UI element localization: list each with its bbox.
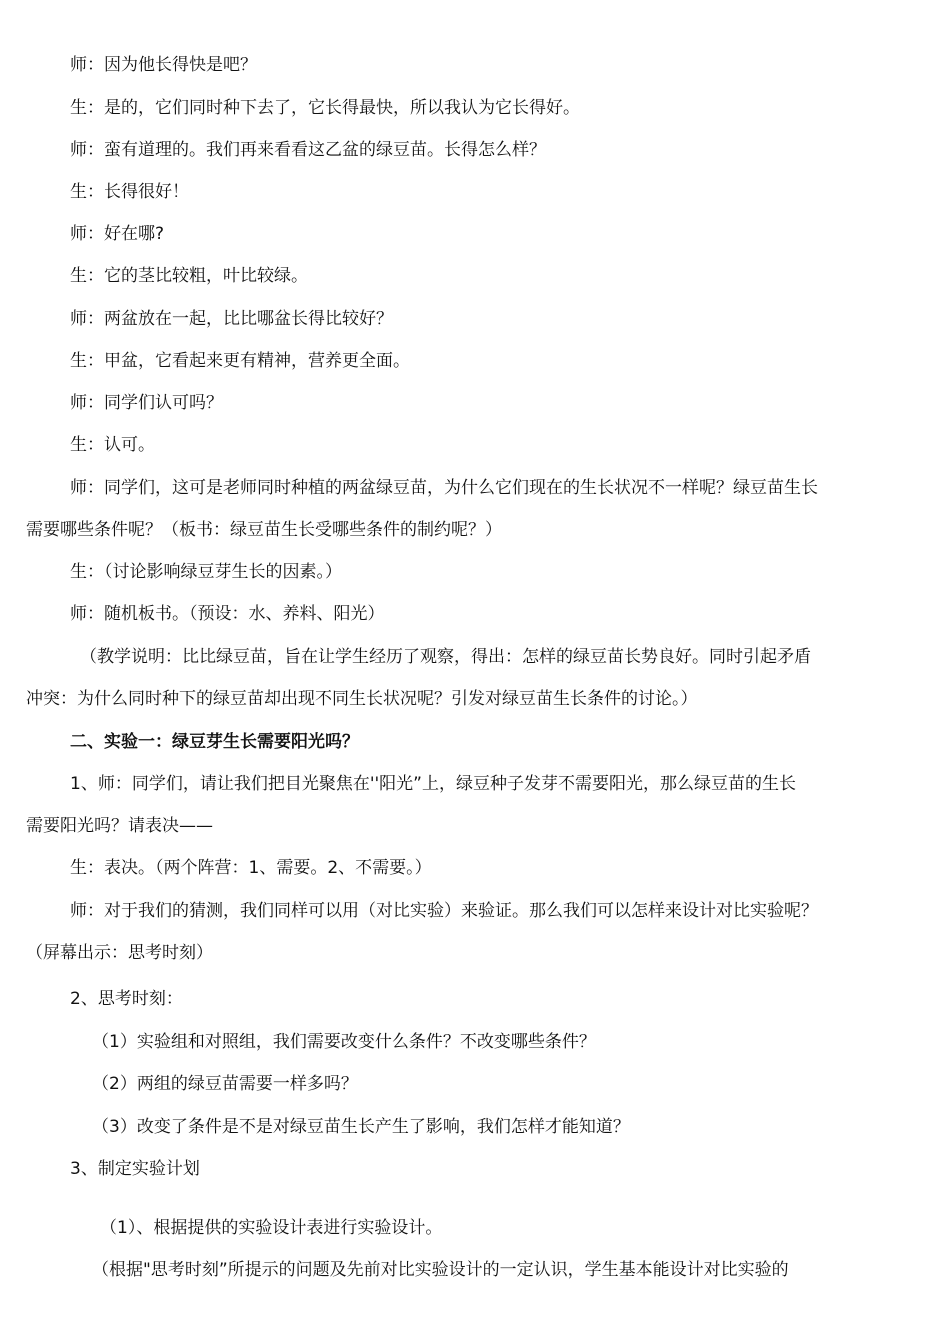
subsection-heading: 2、思考时刻：: [70, 989, 183, 1009]
text-line: 生：是的，它们同时种下去了，它长得最快，所以我认为它长得好。: [70, 98, 580, 118]
text-line: 生：认可。: [70, 435, 155, 455]
text-line: 需要哪些条件呢？（板书：绿豆苗生长受哪些条件的制约呢？）: [26, 520, 502, 540]
text-line: 生：它的茎比较粗，叶比较绿。: [70, 266, 308, 286]
note-line: （教学说明：比比绿豆苗，旨在让学生经历了观察，得出：怎样的绿豆苗长势良好。同时引起矛盾: [80, 647, 811, 667]
text-line: 师：同学们，这可是老师同时种植的两盆绿豆苗，为什么它们现在的生长状况不一样呢？绿豆苗生长: [70, 478, 818, 498]
text-line: 生：（讨论影响绿豆芽生长的因素。）: [70, 562, 342, 582]
note-line: （根据"思考时刻”所提示的问题及先前对比实验设计的一定认识，学生基本能设计对比实验的: [92, 1260, 789, 1280]
text-line: 生：甲盆，它看起来更有精神，营养更全面。: [70, 351, 410, 371]
note-line: 冲突：为什么同时种下的绿豆苗却出现不同生长状况呢？引发对绿豆苗生长条件的讨论。）: [26, 689, 698, 709]
section-heading: 二、实验一：绿豆芽生长需要阳光吗？: [70, 732, 359, 752]
text-line: 师：蛮有道理的。我们再来看看这乙盆的绿豆苗。长得怎么样？: [70, 140, 546, 160]
text-line: 1、师：同学们，请让我们把目光聚焦在''阳光”上，绿豆种子发芽不需要阳光，那么绿豆苗的生长: [70, 774, 796, 794]
question-item: （3）改变了条件是不是对绿豆苗生长产生了影响，我们怎样才能知道？: [92, 1117, 630, 1137]
text-line: （屏幕出示：思考时刻）: [26, 943, 213, 963]
text-line: 师：两盆放在一起，比比哪盆长得比较好？: [70, 309, 393, 329]
text-line: （1）、根据提供的实验设计表进行实验设计。: [100, 1218, 443, 1238]
text-line: 师：因为他长得快是吧？: [70, 55, 257, 75]
text-line: 需要阳光吗？请表决——: [26, 816, 213, 836]
subsection-heading: 3、制定实验计划: [70, 1159, 200, 1179]
text-line: 师：对于我们的猜测，我们同样可以用（对比实验）来验证。那么我们可以怎样来设计对比实验呢？: [70, 901, 818, 921]
question-item: （1）实验组和对照组，我们需要改变什么条件？不改变哪些条件？: [92, 1032, 596, 1052]
text-line: 师：好在哪?: [70, 224, 165, 244]
text-line: 师：随机板书。（预设：水、养料、阳光）: [70, 604, 385, 624]
question-item: （2）两组的绿豆苗需要一样多吗？: [92, 1074, 358, 1094]
text-line: 师：同学们认可吗？: [70, 393, 223, 413]
text-line: 生：长得很好！: [70, 182, 189, 202]
text-line: 生：表决。（两个阵营：1、需要。2、不需要。）: [70, 858, 432, 878]
